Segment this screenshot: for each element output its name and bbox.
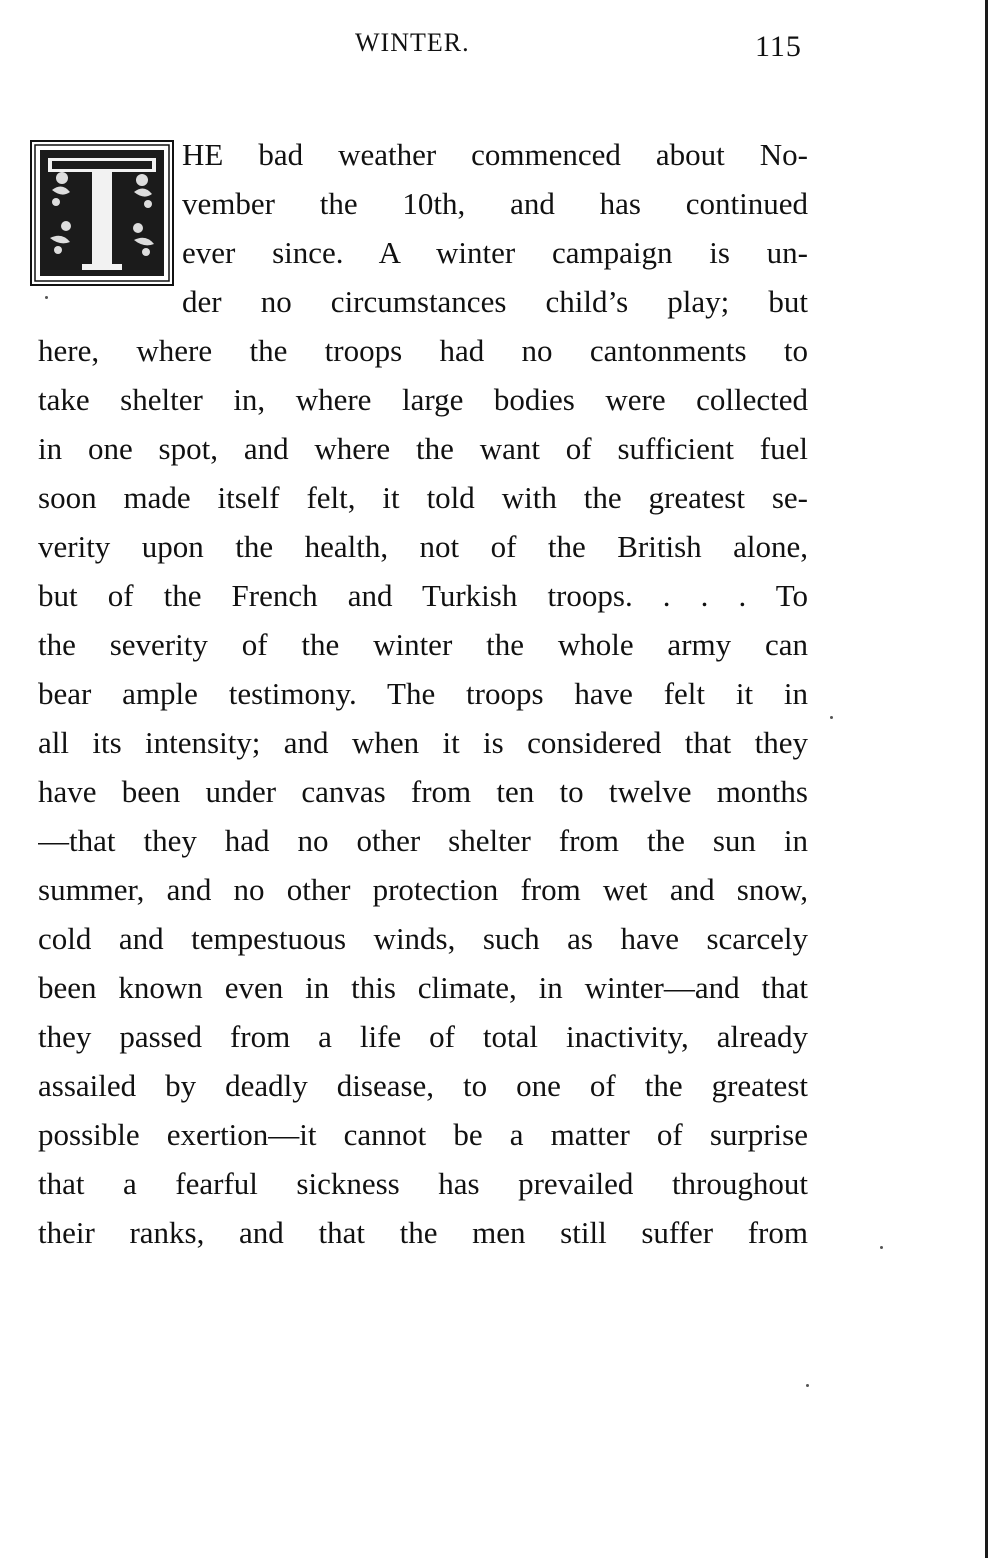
- text-line-5: here, where the troops had no cantonments to: [38, 333, 808, 368]
- text-line-22: that a fearful sickness has prevailed throughout: [38, 1166, 808, 1201]
- paper-speck: [45, 296, 48, 299]
- drop-cap-ornament: [30, 140, 174, 286]
- text-line-11: the severity of the winter the whole army can: [38, 627, 808, 662]
- paper-speck: [880, 1246, 883, 1249]
- text-line-8: soon made itself felt, it told with the greatest se-: [38, 480, 808, 515]
- running-head: [0, 28, 1000, 68]
- text-line-12: bear ample testimony. The troops have felt it in: [38, 676, 808, 711]
- text-line-17: cold and tempestuous winds, such as have scarcely: [38, 921, 808, 956]
- text-line-3: ever since. A winter campaign is un-: [182, 235, 808, 270]
- text-line-18: been known even in this climate, in winter—and that: [38, 970, 808, 1005]
- page-number: 115: [755, 30, 802, 63]
- text-line-10: but of the French and Turkish troops. . . . To: [38, 578, 808, 613]
- text-line-14: have been under canvas from ten to twelve months: [38, 774, 808, 809]
- ornamental-drop-cap: [30, 140, 174, 286]
- running-title: WINTER.: [355, 28, 470, 57]
- text-line-4: der no circumstances child’s play; but: [182, 284, 808, 319]
- page-edge-shadow: [985, 0, 988, 1558]
- paper-speck: [806, 1384, 809, 1387]
- text-line-23: their ranks, and that the men still suffer from: [38, 1215, 808, 1250]
- text-line-20: assailed by deadly disease, to one of the greatest: [38, 1068, 808, 1103]
- text-line-9: verity upon the health, not of the British alone,: [38, 529, 808, 564]
- text-line-2: vember the 10th, and has continued: [182, 186, 808, 221]
- text-line-21: possible exertion—it cannot be a matter of surprise: [38, 1117, 808, 1152]
- text-line-15: —that they had no other shelter from the sun in: [38, 823, 808, 858]
- text-line-13: all its intensity; and when it is considered that they: [38, 725, 808, 760]
- text-line-19: they passed from a life of total inactivity, already: [38, 1019, 808, 1054]
- text-line-7: in one spot, and where the want of sufficient fuel: [38, 431, 808, 466]
- paper-speck: [830, 716, 833, 719]
- text-line-16: summer, and no other protection from wet and snow,: [38, 872, 808, 907]
- text-line-6: take shelter in, where large bodies were collected: [38, 382, 808, 417]
- text-line-1: HE bad weather commenced about No-: [182, 137, 808, 172]
